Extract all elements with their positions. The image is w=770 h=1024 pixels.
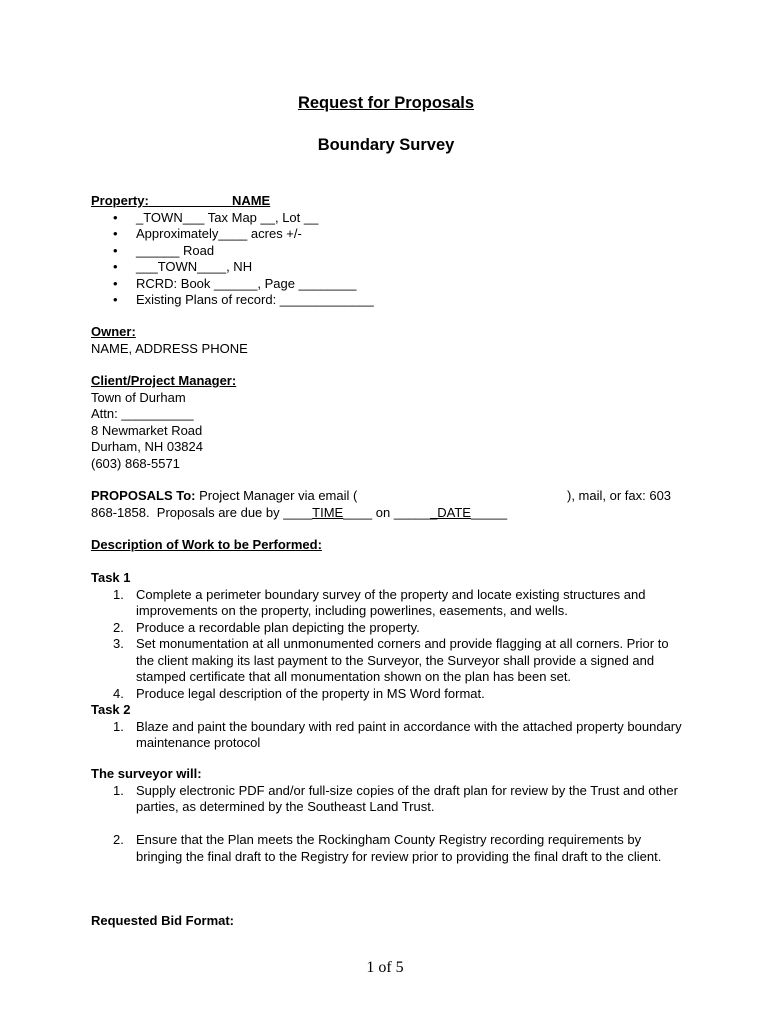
task2-item: 1. Blaze and paint the boundary with red paint in accordance with the attached property boundary maintenance protocol [113,718,682,750]
owner-section [91,324,686,357]
proposals-date: _DATE [430,504,471,520]
property-section [91,193,686,309]
proposals-label: PROPOSALS To: [91,488,196,503]
description-heading: Description of Work to be Performed: [91,537,322,552]
property-item-rcrd: • RCRD: Book ______, Page ________ [113,275,357,291]
client-line-city: Durham, NH 03824 [91,439,203,454]
client-line-phone: (603) 868-5571 [91,455,180,471]
task1-heading: Task 1 [91,570,131,585]
surveyor-list [91,783,686,866]
document-subtitle: Boundary Survey [317,136,455,154]
surveyor-item: 1. Supply electronic PDF and/or full-size copies of the draft plan for review by the Trust and other parties, as determined by the Southeast Land Trust. [113,782,678,814]
description-section [91,537,686,554]
bid-format-heading: Requested Bid Format: [91,913,235,928]
client-line-town: Town of Durham [91,389,186,405]
proposals-line-1: PROPOSALS To: Project Manager via email ( ), mail, or fax: 603 [91,488,672,503]
client-line-attn: Attn: __________ [91,406,194,421]
task1-item: 4. Produce legal description of the property in MS Word format. [113,685,485,701]
property-item-acres: • Approximately____ acres +/- [113,226,302,241]
client-section [91,373,686,472]
property-heading [91,193,686,210]
proposals-section [91,488,686,521]
surveyor-item: 2. Ensure that the Plan meets the Rockingham County Registry recording requirements by bringing the final draft to the Registry for review prior to providing the final draft to the client. [113,832,662,864]
page-number: 1 of 5 [366,959,404,976]
surveyor-section [91,766,686,865]
property-label: Property: [91,193,149,208]
property-name: __________NAME [159,193,271,208]
task1-list [91,587,686,703]
document-title: Request for Proposals [297,94,475,112]
task1-item: 3. Set monumentation at all unmonumented corners and provide flagging at all corners. Prior to the client making its last payment to the Surveyor, the Surveyor shall provide a signed and stamped certificate that all monumentation shown on the plan has been set. [113,636,669,684]
property-item-town: • _TOWN___ Tax Map __, Lot __ [113,209,319,225]
client-line-street: 8 Newmarket Road [91,422,203,438]
client-heading: Client/Project Manager: [91,373,237,388]
proposals-line-2: 868-1858. Proposals are due by ____TIME____ on ______DATE_____ [91,504,508,520]
tasks-section [91,570,686,752]
task1-item: 1. Complete a perimeter boundary survey of the property and locate existing structures and improvements on the property, including powerlines, easements, and wells. [113,586,646,618]
task1-item: 2. Produce a recordable plan depicting the property. [113,619,420,635]
task2-list [91,719,686,752]
property-item-road: • ______ Road [113,242,215,258]
property-item-nh: • ___TOWN____, NH [113,259,253,274]
surveyor-heading: The surveyor will: [91,766,202,781]
owner-heading: Owner: [91,324,136,339]
property-list [91,210,686,309]
proposals-time: TIME [312,504,344,520]
owner-value: NAME, ADDRESS PHONE [91,340,248,356]
bid-format-section [91,913,686,930]
property-item-plans: • Existing Plans of record: _____________ [113,292,374,307]
task2-heading: Task 2 [91,702,131,717]
